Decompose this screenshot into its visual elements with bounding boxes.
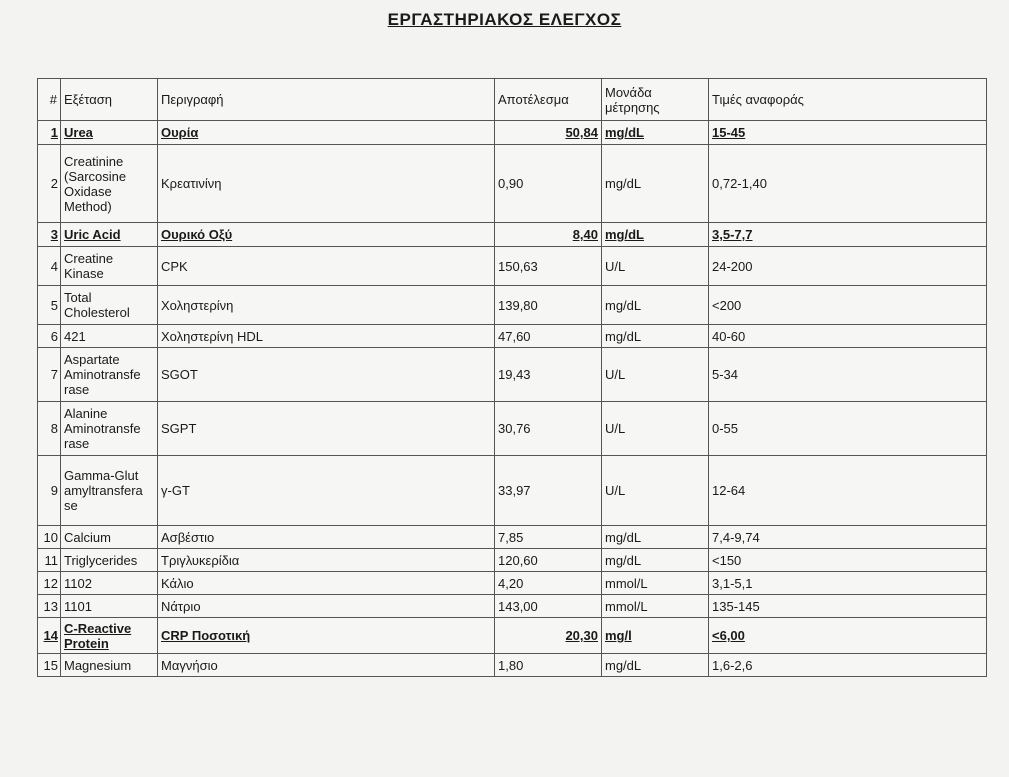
row-reference: 24-200 xyxy=(709,247,987,286)
row-result: 139,80 xyxy=(495,286,602,325)
table-row xyxy=(38,572,987,595)
row-test: 1102 xyxy=(61,572,158,595)
row-unit: U/L xyxy=(602,348,709,402)
row-description: Μαγνήσιο xyxy=(158,654,495,677)
table-row xyxy=(38,595,987,618)
row-result: 0,90 xyxy=(495,145,602,223)
row-unit: mg/dL xyxy=(602,286,709,325)
row-reference: 135-145 xyxy=(709,595,987,618)
row-description: Χοληστερίνη HDL xyxy=(158,325,495,348)
row-reference: 15-45 xyxy=(709,121,987,145)
table-row xyxy=(38,402,987,456)
row-number: 13 xyxy=(38,595,61,618)
row-test: Creatinine (Sarcosine Oxidase Method) xyxy=(61,145,158,223)
row-test: Gamma-Glut amyltransfera se xyxy=(61,456,158,526)
row-reference: 0-55 xyxy=(709,402,987,456)
row-number: 10 xyxy=(38,526,61,549)
row-description: SGPT xyxy=(158,402,495,456)
row-unit: mg/dL xyxy=(602,549,709,572)
row-description: Ουρικό Οξύ xyxy=(158,223,495,247)
row-test: Triglycerides xyxy=(61,549,158,572)
row-unit: mg/dL xyxy=(602,526,709,549)
row-reference: <200 xyxy=(709,286,987,325)
row-reference: 0,72-1,40 xyxy=(709,145,987,223)
row-result: 143,00 xyxy=(495,595,602,618)
row-test: Alanine Aminotransfe rase xyxy=(61,402,158,456)
row-reference: <6,00 xyxy=(709,618,987,654)
row-number: 7 xyxy=(38,348,61,402)
row-reference: 12-64 xyxy=(709,456,987,526)
header-unit: Μονάδα μέτρησης xyxy=(602,79,709,121)
header-reference: Τιμές αναφοράς xyxy=(709,79,987,121)
row-number: 8 xyxy=(38,402,61,456)
row-reference: <150 xyxy=(709,549,987,572)
row-reference: 1,6-2,6 xyxy=(709,654,987,677)
row-result: 47,60 xyxy=(495,325,602,348)
row-result: 50,84 xyxy=(495,121,602,145)
row-unit: mmol/L xyxy=(602,595,709,618)
row-description: Κρεατινίνη xyxy=(158,145,495,223)
row-number: 11 xyxy=(38,549,61,572)
header-num: # xyxy=(38,79,61,121)
row-description: Ασβέστιο xyxy=(158,526,495,549)
table-row xyxy=(38,247,987,286)
page-title: ΕΡΓΑΣΤΗΡΙΑΚΟΣ ΕΛΕΓΧΟΣ xyxy=(387,10,622,29)
row-number: 14 xyxy=(38,618,61,654)
row-reference: 7,4-9,74 xyxy=(709,526,987,549)
row-number: 15 xyxy=(38,654,61,677)
row-result: 19,43 xyxy=(495,348,602,402)
row-reference: 5-34 xyxy=(709,348,987,402)
table-row xyxy=(38,223,987,247)
header-row xyxy=(38,79,987,121)
row-description: Ουρία xyxy=(158,121,495,145)
row-result: 20,30 xyxy=(495,618,602,654)
row-number: 9 xyxy=(38,456,61,526)
row-test: Magnesium xyxy=(61,654,158,677)
row-description: Νάτριο xyxy=(158,595,495,618)
row-number: 6 xyxy=(38,325,61,348)
row-test: Total Cholesterol xyxy=(61,286,158,325)
row-unit: mg/dL xyxy=(602,145,709,223)
row-result: 1,80 xyxy=(495,654,602,677)
row-test: 421 xyxy=(61,325,158,348)
row-unit: mg/dL xyxy=(602,325,709,348)
row-unit: mmol/L xyxy=(602,572,709,595)
row-test: Uric Acid xyxy=(61,223,158,247)
row-description: SGOT xyxy=(158,348,495,402)
row-description: CRP Ποσοτική xyxy=(158,618,495,654)
row-unit: mg/dL xyxy=(602,654,709,677)
row-unit: mg/dL xyxy=(602,121,709,145)
row-unit: U/L xyxy=(602,402,709,456)
row-result: 30,76 xyxy=(495,402,602,456)
table-row xyxy=(38,526,987,549)
header-description: Περιγραφή xyxy=(158,79,495,121)
row-reference: 40-60 xyxy=(709,325,987,348)
row-result: 7,85 xyxy=(495,526,602,549)
row-test: Urea xyxy=(61,121,158,145)
row-test: Creatine Kinase xyxy=(61,247,158,286)
row-description: Χοληστερίνη xyxy=(158,286,495,325)
row-number: 3 xyxy=(38,223,61,247)
table-row xyxy=(38,348,987,402)
header-result: Αποτέλεσμα xyxy=(495,79,602,121)
row-test: 1101 xyxy=(61,595,158,618)
table-row xyxy=(38,654,987,677)
row-result: 150,63 xyxy=(495,247,602,286)
table-row xyxy=(38,325,987,348)
row-reference: 3,5-7,7 xyxy=(709,223,987,247)
table-row xyxy=(38,549,987,572)
row-result: 120,60 xyxy=(495,549,602,572)
row-result: 8,40 xyxy=(495,223,602,247)
row-description: Κάλιο xyxy=(158,572,495,595)
row-unit: mg/dL xyxy=(602,223,709,247)
table-row xyxy=(38,456,987,526)
row-description: CPK xyxy=(158,247,495,286)
table-row xyxy=(38,286,987,325)
row-number: 2 xyxy=(38,145,61,223)
row-number: 5 xyxy=(38,286,61,325)
row-description: γ-GT xyxy=(158,456,495,526)
row-number: 1 xyxy=(38,121,61,145)
table-row xyxy=(38,618,987,654)
row-unit: mg/l xyxy=(602,618,709,654)
table-row xyxy=(38,145,987,223)
row-reference: 3,1-5,1 xyxy=(709,572,987,595)
row-number: 12 xyxy=(38,572,61,595)
row-unit: U/L xyxy=(602,247,709,286)
lab-results-table xyxy=(37,78,987,677)
row-number: 4 xyxy=(38,247,61,286)
header-test: Εξέταση xyxy=(61,79,158,121)
row-description: Τριγλυκερίδια xyxy=(158,549,495,572)
row-test: Aspartate Aminotransfe rase xyxy=(61,348,158,402)
row-result: 4,20 xyxy=(495,572,602,595)
row-unit: U/L xyxy=(602,456,709,526)
row-test: Calcium xyxy=(61,526,158,549)
row-test: C-Reactive Protein xyxy=(61,618,158,654)
row-result: 33,97 xyxy=(495,456,602,526)
table-row xyxy=(38,121,987,145)
